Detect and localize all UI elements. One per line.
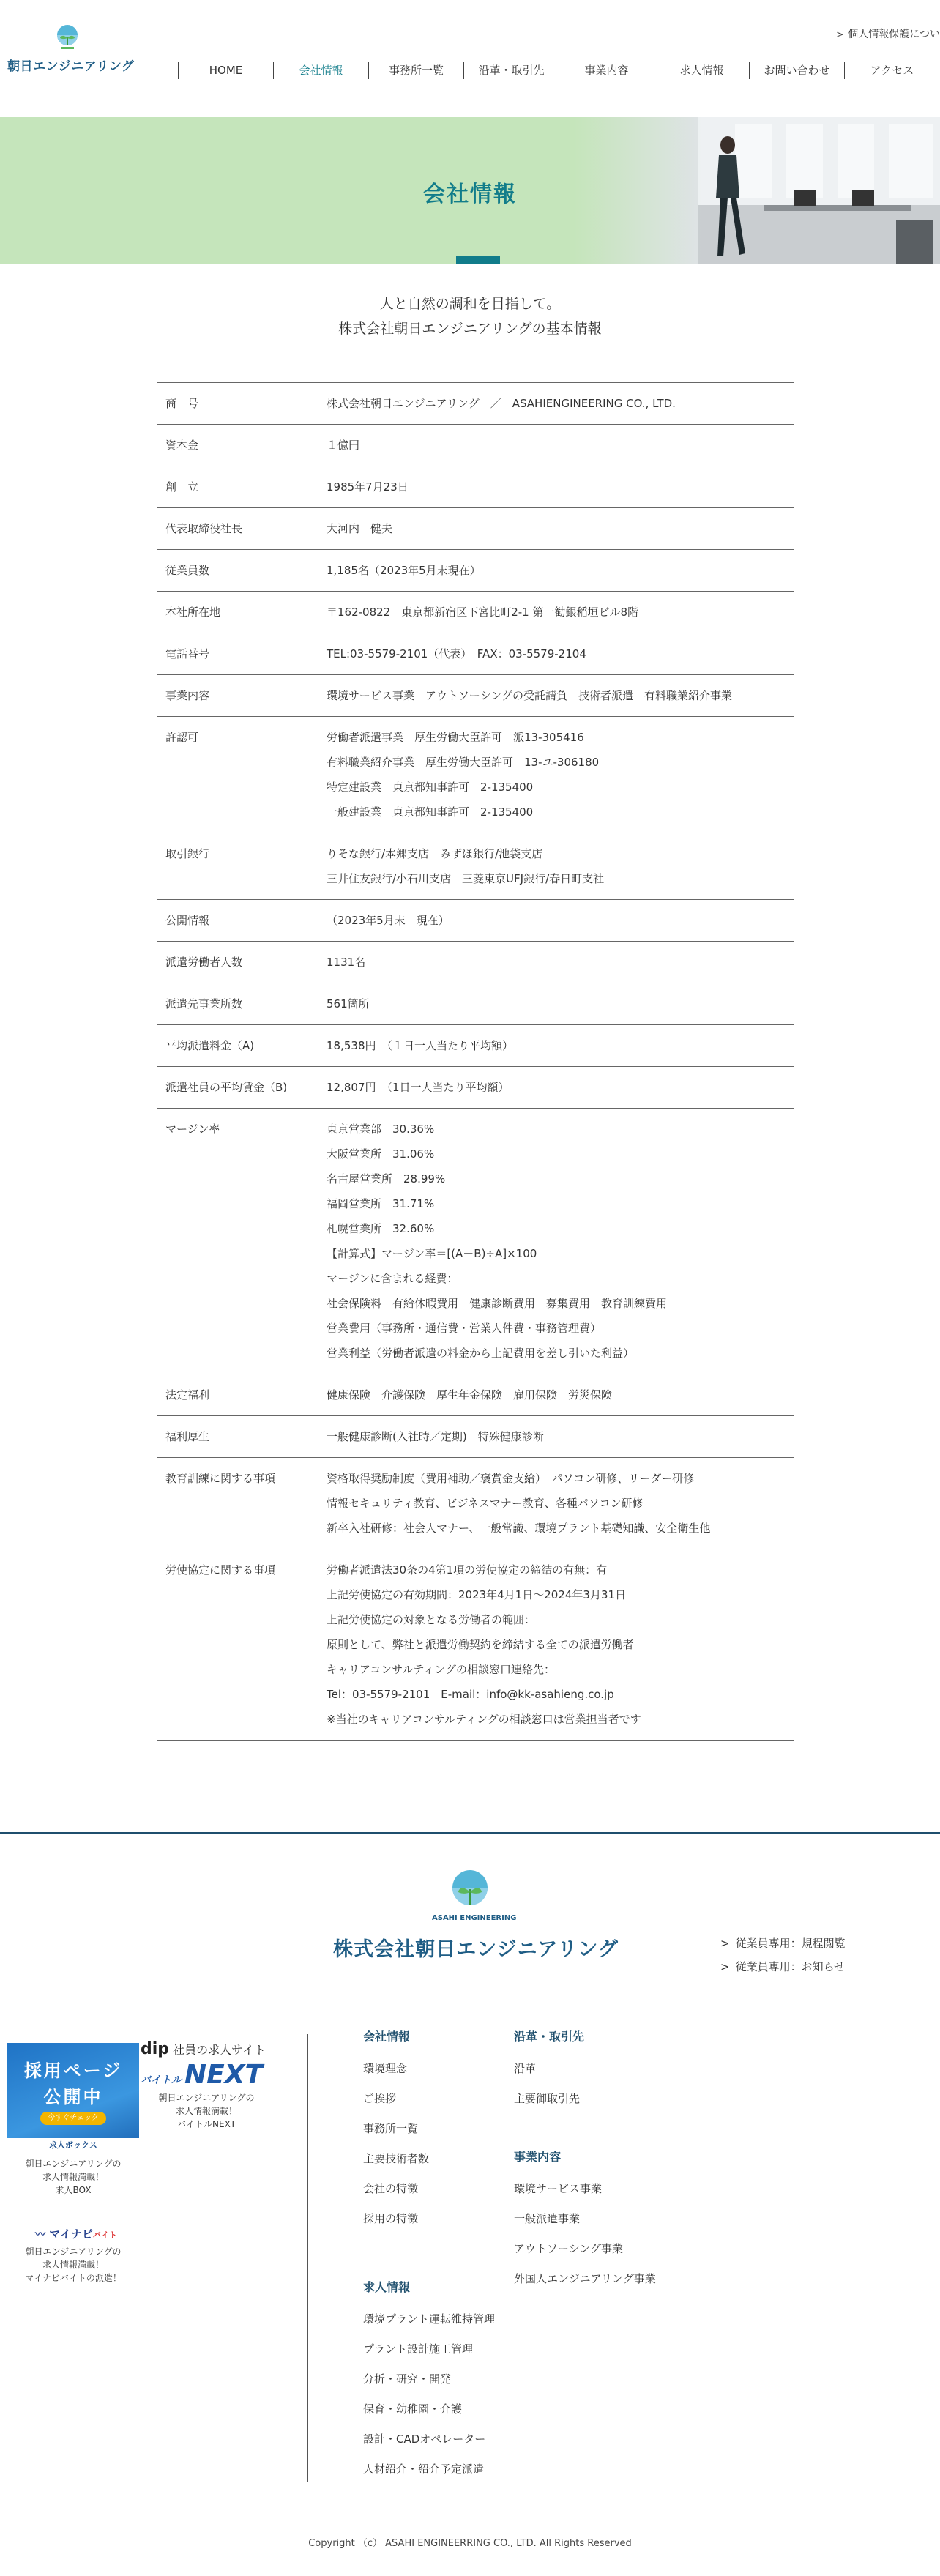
info-row [157, 675, 794, 717]
footer-heading-link[interactable]: 沿革・取引先 [514, 2030, 585, 2044]
logo-text: 朝日エンジニアリング [7, 59, 135, 74]
info-value-line: １億円 [327, 439, 360, 452]
logo-icon [51, 23, 83, 53]
employee-news-link[interactable]: > 従業員専用：お知らせ [720, 1955, 846, 1978]
footer-link[interactable]: 事務所一覧 [363, 2122, 419, 2135]
info-value [327, 683, 794, 708]
mynavi-icon: 〰 [35, 2229, 45, 2241]
baitoru-caption: 朝日エンジニアリングの 求人情報満載！ バイトルNEXT [158, 2093, 255, 2129]
nav-business[interactable]: 事業内容 [559, 62, 654, 79]
info-value-line: 大河内 健夫 [327, 522, 393, 535]
site-logo[interactable] [7, 23, 135, 74]
info-value-line: 一般健康診断(入社時／定期) 特殊健康診断 [327, 1430, 544, 1443]
info-value [327, 474, 794, 499]
title-accent-bar [456, 256, 500, 264]
footer-link[interactable]: 設計・CADオペレーター [363, 2432, 486, 2446]
info-row [157, 942, 794, 983]
info-label: 資本金 [165, 439, 199, 452]
info-label: 商 号 [165, 397, 199, 410]
info-value-line: 上記労使協定の対象となる労働者の範囲： [327, 1613, 536, 1626]
info-value-line: 1131名 [327, 956, 366, 969]
site-header [0, 0, 940, 117]
nav-history[interactable]: 沿革・取引先 [463, 62, 559, 79]
footer-col-recruit [363, 2276, 495, 2488]
info-value [327, 1424, 794, 1449]
info-row [157, 1109, 794, 1374]
info-row [157, 1067, 794, 1109]
footer-link[interactable]: 保育・幼稚園・介護 [363, 2402, 463, 2416]
info-value [327, 908, 794, 933]
footer-link[interactable]: 人材紹介・紹介予定派遣 [363, 2463, 485, 2476]
info-value [327, 558, 794, 583]
info-row [157, 550, 794, 592]
info-value-line: 資格取得奨励制度（費用補助／褒賞金支給） パソコン研修、リーダー研修 [327, 1472, 695, 1485]
info-value [327, 950, 794, 975]
nav-company[interactable]: 会社情報 [273, 62, 368, 79]
info-value-line: （2023年5月末 現在） [327, 914, 450, 927]
info-value-line: 12,807円 （1日一人当たり平均額） [327, 1081, 510, 1094]
info-label: 福利厚生 [165, 1430, 210, 1443]
info-label: 従業員数 [165, 564, 210, 577]
info-row [157, 633, 794, 675]
footer-link[interactable]: 環境プラント運転維持管理 [363, 2312, 496, 2326]
info-label: 派遣労働者人数 [165, 956, 243, 969]
footer-link[interactable]: 分析・研究・開発 [363, 2372, 452, 2386]
footer-link[interactable]: 一般派遣事業 [514, 2212, 581, 2225]
footer-col-company [363, 2025, 429, 2238]
info-row [157, 1549, 794, 1741]
info-value-line: りそな銀行/本郷支店 みずほ銀行/池袋支店 [327, 847, 543, 860]
footer-heading-link[interactable]: 会社情報 [363, 2030, 411, 2044]
info-label: 本社所在地 [165, 606, 221, 619]
info-value-line: 1,185名（2023年5月末現在） [327, 564, 481, 577]
info-value-line: 〒162-0822 東京都新宿区下宮比町2-1 第一勧銀稲垣ビル8階 [327, 606, 639, 619]
info-value-line: 福岡営業所 31.71% [327, 1197, 435, 1210]
info-value-line: 株式会社朝日エンジニアリング ／ ASAHIENGINEERING CO., LTD. [327, 397, 676, 410]
footer-vertical-divider [307, 2034, 308, 2482]
intro-text [0, 291, 940, 341]
info-value-line: 561箇所 [327, 997, 370, 1010]
info-value-line: 一般建設業 東京都知事許可 2-135400 [327, 805, 534, 819]
footer-col-history [514, 2025, 584, 2118]
info-row [157, 1025, 794, 1067]
info-value-line: 情報セキュリティ教育、ビジネスマナー教育、各種パソコン研修 [327, 1497, 644, 1510]
info-value [327, 1382, 794, 1407]
info-value [327, 725, 794, 824]
info-value-line: 労働者派遣法30条の4第1項の労使協定の締結の有無：有 [327, 1563, 608, 1577]
info-label: 平均派遣料金（A) [165, 1039, 255, 1052]
info-row [157, 1458, 794, 1549]
info-row [157, 983, 794, 1025]
info-value-line: 特定建設業 東京都知事許可 2-135400 [327, 781, 534, 794]
footer-link[interactable]: 環境理念 [363, 2062, 408, 2075]
nav-offices[interactable]: 事務所一覧 [368, 62, 463, 79]
employee-links [720, 1932, 846, 1978]
info-value-line: 上記労使協定の有効期間：2023年4月1日〜2024年3月31日 [327, 1588, 627, 1601]
info-row [157, 717, 794, 833]
info-label: 派遣社員の平均賃金（B) [165, 1081, 288, 1094]
info-value [327, 1466, 794, 1541]
footer-link[interactable]: 環境サービス事業 [514, 2182, 603, 2195]
info-value [327, 1033, 794, 1058]
mynavi-baito-banner[interactable]: 〰 マイナビバイト [35, 2227, 117, 2241]
baitoru-next-banner[interactable]: dip 社員の求人サイト バイトル NEXT [141, 2040, 266, 2090]
chevron-right-icon: > [836, 29, 844, 40]
info-row [157, 383, 794, 425]
info-value-line: 営業費用（事務所・通信費・営業人件費・事務管理費） [327, 1322, 602, 1335]
info-row [157, 425, 794, 466]
info-value-line: 大阪営業所 31.06% [327, 1147, 435, 1161]
kyujinbox-banner[interactable]: 採用ページ 公開中 今すぐチェック 求人ボックス [7, 2043, 139, 2153]
info-value-line: 有料職業紹介事業 厚生労働大臣許可 13-ユ-306180 [327, 756, 600, 769]
info-value-line: 労働者派遣事業 厚生労働大臣許可 派13-305416 [327, 731, 584, 744]
info-value-line: Tel：03-5579-2101 E-mail：info@kk-asahieng.co.jp [327, 1688, 614, 1701]
intro-line-1: 人と自然の調和を目指して。 [379, 296, 561, 312]
info-value-line: 営業利益（労働者派遣の料金から上記費用を差し引いた利益） [327, 1347, 635, 1360]
info-label: 教育訓練に関する事項 [165, 1472, 276, 1485]
info-value [327, 641, 794, 666]
footer-link[interactable]: 主要技術者数 [363, 2152, 430, 2165]
global-nav [178, 62, 939, 79]
footer-link[interactable]: プラント設計施工管理 [363, 2342, 474, 2356]
kyujinbox-caption: 朝日エンジニアリングの 求人情報満載！ 求人BOX [25, 2159, 122, 2195]
info-value-line: 18,538円 （１日一人当たり平均額） [327, 1039, 513, 1052]
info-value [327, 516, 794, 541]
info-label: 許認可 [165, 731, 199, 744]
info-value-line: 健康保険 介護保険 厚生年金保険 雇用保険 労災保険 [327, 1388, 613, 1401]
info-value-line: 東京営業部 30.36% [327, 1123, 435, 1136]
info-label: 法定福利 [165, 1388, 210, 1401]
info-value-line: キャリアコンサルティングの相談窓口連絡先： [327, 1663, 556, 1676]
footer-link[interactable]: 外国人エンジニアリング事業 [514, 2272, 656, 2285]
info-label: 電話番号 [165, 647, 210, 660]
footer-link[interactable]: 沿革 [514, 2062, 537, 2075]
footer-heading-link[interactable]: 求人情報 [363, 2280, 411, 2294]
footer-link[interactable]: 主要御取引先 [514, 2092, 581, 2105]
intro-line-2: 株式会社朝日エンジニアリングの基本情報 [338, 321, 602, 337]
copyright: Copyright （c） ASAHI ENGINEERRING CO., LTD. All Rights Reserved [308, 2538, 632, 2549]
footer-link[interactable]: アウトソーシング事業 [514, 2242, 624, 2255]
footer-logo[interactable]: ASAHI ENGINEERING [432, 1869, 508, 1922]
nav-home[interactable]: HOME [178, 62, 273, 79]
info-row [157, 900, 794, 942]
info-row [157, 1416, 794, 1458]
info-value [327, 991, 794, 1016]
footer-logo-icon [447, 1869, 493, 1910]
footer-heading-link[interactable]: 事業内容 [514, 2150, 562, 2164]
info-label: 公開情報 [165, 914, 210, 927]
info-label: 派遣先事業所数 [165, 997, 243, 1010]
info-value [327, 1557, 794, 1732]
info-row [157, 833, 794, 900]
footer-link[interactable]: 会社の特徴 [363, 2182, 419, 2195]
page-title: 会社情報 [423, 182, 517, 207]
info-value [327, 391, 794, 416]
info-value-line: 環境サービス事業 アウトソーシングの受託請負 技術者派遣 有料職業紹介事業 [327, 689, 733, 702]
info-value [327, 600, 794, 625]
footer-col-business [514, 2145, 656, 2298]
info-label: マージン率 [165, 1123, 220, 1136]
employee-rules-link[interactable]: > 従業員専用：規程閲覧 [720, 1932, 846, 1955]
info-label: 創 立 [165, 480, 199, 494]
info-value [327, 1075, 794, 1100]
nav-contact[interactable]: お問い合わせ [749, 62, 844, 79]
info-value-line: マージンに含まれる経費： [327, 1272, 458, 1285]
info-row [157, 466, 794, 508]
info-row [157, 508, 794, 550]
mynavi-caption: 朝日エンジニアリングの 求人情報満載！ マイナビバイトの派遣！ [25, 2246, 122, 2283]
info-value-line: 【計算式】マージン率＝[(A－B)÷A]×100 [327, 1247, 537, 1260]
info-value-line: TEL:03-5579-2101（代表） FAX：03-5579-2104 [327, 647, 586, 660]
footer-divider [0, 1832, 940, 1834]
footer-link[interactable]: 採用の特徴 [363, 2212, 419, 2225]
chevron-right-icon: > [720, 1960, 730, 1973]
info-value [327, 433, 794, 458]
page-hero [0, 117, 940, 264]
info-value-line: ※当社のキャリアコンサルティングの相談窓口は営業担当者です [327, 1713, 641, 1726]
footer-link[interactable]: ご挨拶 [363, 2092, 397, 2105]
info-row [157, 592, 794, 633]
info-value-line: 三井住友銀行/小石川支店 三菱東京UFJ銀行/春日町支社 [327, 872, 605, 885]
info-value [327, 841, 794, 891]
nav-recruit[interactable]: 求人情報 [654, 62, 749, 79]
company-info-table [157, 382, 794, 1741]
info-value-line: 原則として、弊社と派遣労働契約を締結する全ての派遣労働者 [327, 1638, 634, 1651]
info-value-line: 社会保険料 有給休暇費用 健康診断費用 募集費用 教育訓練費用 [327, 1297, 668, 1310]
nav-access[interactable]: アクセス [844, 62, 939, 79]
info-label: 代表取締役社長 [165, 522, 243, 535]
info-row [157, 1374, 794, 1416]
info-label: 労使協定に関する事項 [165, 1563, 276, 1577]
info-label: 事業内容 [165, 689, 210, 702]
info-value-line: 札幌営業所 32.60% [327, 1222, 435, 1235]
info-value-line: 1985年7月23日 [327, 480, 409, 494]
info-value-line: 名古屋営業所 28.99% [327, 1172, 446, 1185]
info-value [327, 1117, 794, 1366]
info-label: 取引銀行 [165, 847, 210, 860]
footer-company-name: 株式会社朝日エンジニアリング [333, 1938, 619, 1961]
privacy-policy-link[interactable]: > 個人情報保護につい [836, 29, 940, 40]
info-value-line: 新卒入社研修：社会人マナー、一般常識、環境プラント基礎知識、安全衛生他 [327, 1522, 711, 1535]
chevron-right-icon: > [720, 1937, 730, 1950]
